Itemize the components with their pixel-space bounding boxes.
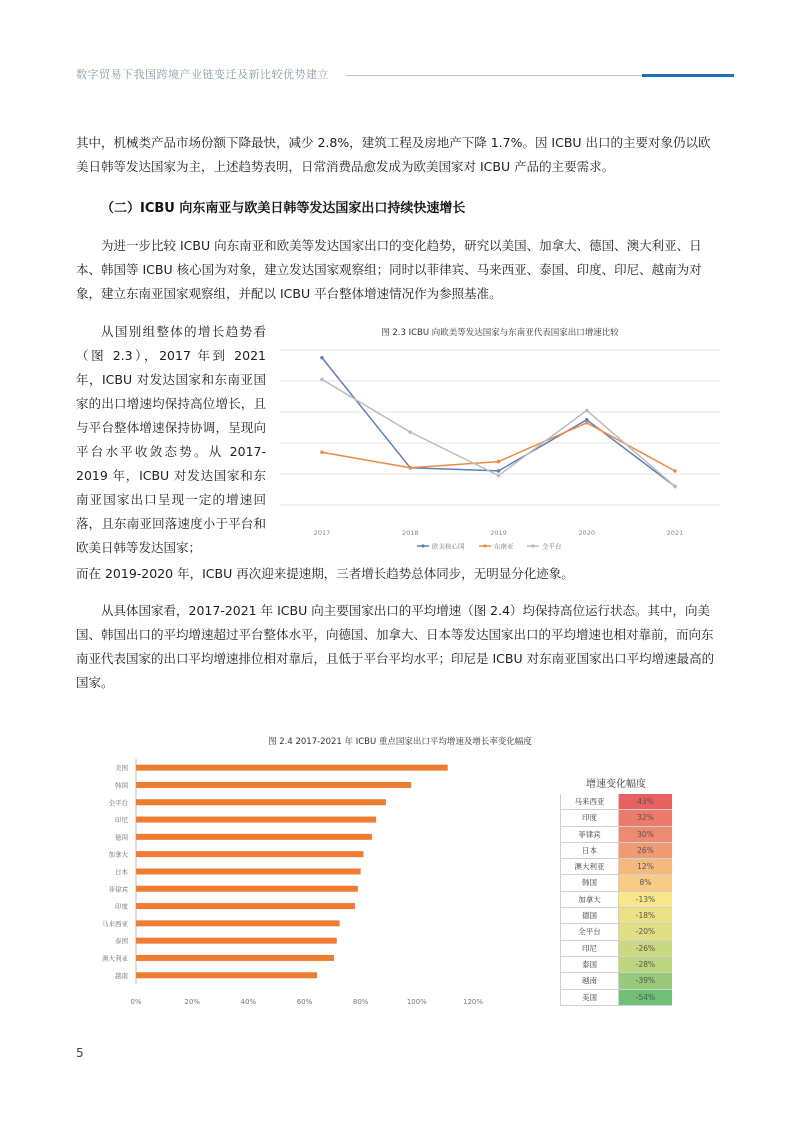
x-tick-label: 2020: [578, 529, 596, 537]
x-tick-label: 2021: [666, 529, 684, 537]
legend-item: [527, 542, 562, 551]
legend-marker: [531, 544, 534, 547]
row-country: 韩国: [560, 875, 619, 890]
row-country: 泰国: [560, 957, 619, 972]
x-tick-label: 120%: [462, 997, 484, 1005]
row-country: 德国: [560, 908, 619, 923]
bar: [136, 920, 340, 926]
figure-2-3-caption: 图 2.3 ICBU 向欧美等发达国家与东南亚代表国家出口增速比较: [381, 328, 619, 338]
series-point: [320, 451, 324, 455]
legend-item: [479, 542, 514, 551]
legend-label: 欧美核心国: [432, 542, 465, 551]
growth-change-table: [560, 778, 672, 1006]
row-country: 澳大利亚: [560, 859, 619, 874]
table-row: [560, 843, 672, 859]
category-label: 全平台: [108, 798, 128, 807]
category-label: 马来西亚: [102, 919, 128, 928]
x-tick-label: 80%: [352, 997, 369, 1005]
growth-change-rows: [560, 794, 672, 1006]
series-point: [497, 474, 501, 478]
table-row: [560, 941, 672, 957]
header-divider: [346, 75, 646, 76]
table-row: [560, 875, 672, 891]
bar: [136, 834, 372, 840]
series-point: [585, 421, 589, 425]
bar: [136, 938, 337, 944]
category-label: 菲律宾: [108, 885, 128, 894]
bar: [136, 799, 386, 805]
bar: [136, 955, 334, 961]
row-country: 菲律宾: [560, 827, 619, 842]
line-chart: [280, 340, 720, 555]
x-tick-label: 20%: [184, 997, 200, 1005]
row-country: 全平台: [560, 924, 619, 939]
category-label: 泰国: [115, 937, 128, 946]
table-row: [560, 973, 672, 989]
table-row: [560, 810, 672, 826]
row-country: 日本: [560, 843, 619, 858]
row-country: 越南: [560, 973, 619, 988]
row-country: 印度: [560, 810, 619, 825]
series-point: [408, 466, 412, 470]
series-point: [585, 409, 589, 413]
x-tick-label: 100%: [406, 997, 427, 1005]
series-point: [320, 356, 324, 360]
table-row: [560, 859, 672, 875]
row-change-value: -39%: [619, 973, 672, 988]
series-point: [497, 460, 501, 464]
running-header-title: 数字贸易下我国跨境产业链变迁及新比较优势建立: [76, 68, 329, 81]
row-change-value: 12%: [619, 859, 672, 874]
series-point: [497, 469, 501, 473]
category-label: 印度: [115, 902, 128, 911]
legend-marker: [483, 544, 486, 547]
row-change-value: -54%: [619, 990, 672, 1005]
header-accent-bar: [642, 74, 734, 77]
bar: [136, 765, 448, 771]
series-point: [585, 418, 589, 422]
bar: [136, 851, 363, 857]
paragraph-3-continued: 而在 2019-2020 年，ICBU 再次迎来提速期，三者增长趋势总体同步，无明显分化迹象。: [76, 566, 574, 581]
series-point: [673, 485, 677, 489]
bar: [136, 817, 376, 823]
row-change-value: 43%: [619, 794, 672, 809]
bar-chart: [90, 755, 520, 1005]
table-row: [560, 892, 672, 908]
row-change-value: -18%: [619, 908, 672, 923]
bar: [136, 972, 317, 978]
bar: [136, 886, 358, 892]
figure-2-4-caption: 图 2.4 2017-2021 年 ICBU 重点国家出口平均增速及增长率变化幅度: [268, 737, 532, 747]
category-label: 美国: [115, 764, 128, 773]
legend-label: 东南亚: [494, 542, 514, 551]
table-row: [560, 957, 672, 973]
legend-marker: [421, 544, 424, 547]
x-tick-label: 2017: [313, 529, 331, 537]
series-line: [322, 358, 675, 487]
paragraph-3-wrapped: 从国别组整体的增长趋势看（图 2.3），2017 年到 2021 年，ICBU 对发达国家和东南亚国家的出口增速均保持高位增长，且与平台整体增速保持协调，呈现向平台水平收敛态势。从 2017-2019 年，ICBU 对发达国家和东南亚国家出口呈现一定的增速回落，且东南亚回落速度小于平台和欧美日韩等发达国家；: [76, 324, 266, 555]
category-label: 澳大利亚: [102, 954, 128, 963]
x-tick-label: 40%: [240, 997, 257, 1005]
table-row: [560, 990, 672, 1006]
category-label: 加拿大: [108, 850, 128, 859]
table-row: [560, 794, 672, 810]
x-tick-label: 60%: [296, 997, 313, 1005]
paragraph-4: 从具体国家看，2017-2021 年 ICBU 向主要国家出口的平均增速（图 2.4）均保持高位运行状态。其中，向美国、韩国出口的平均增速超过平台整体水平，向德国、加拿大、日本等发达国家出口的平均增速也相对靠前，而向东南亚代表国家的出口平均增速排位相对靠后，且低于平台平均水平；印尼是 ICBU 对东南亚国家出口平均增速最高的国家。: [76, 603, 715, 690]
x-tick-label: 0%: [130, 997, 142, 1005]
row-change-value: 30%: [619, 827, 672, 842]
row-change-value: -20%: [619, 924, 672, 939]
bar: [136, 903, 355, 909]
row-change-value: -28%: [619, 957, 672, 972]
category-label: 印尼: [115, 816, 128, 825]
row-change-value: 32%: [619, 810, 672, 825]
row-country: 美国: [560, 990, 619, 1005]
category-label: 德国: [115, 833, 128, 842]
row-change-value: 26%: [619, 843, 672, 858]
paragraph-1: 其中，机械类产品市场份额下降最快，减少 2.8%，建筑工程及房地产下降 1.7%。因 ICBU 出口的主要对象仍以欧美日韩等发达国家为主，上述趋势表明，日常消费品愈发成为欧美国家对 ICBU 产品的主要需求。: [76, 135, 711, 174]
category-label: 日本: [115, 867, 128, 876]
category-label: 越南: [115, 971, 128, 980]
table-row: [560, 908, 672, 924]
row-change-value: 8%: [619, 875, 672, 890]
row-change-value: -13%: [619, 892, 672, 907]
table-row: [560, 924, 672, 940]
legend-label: 全平台: [542, 542, 562, 551]
series-point: [408, 430, 412, 434]
row-country: 印尼: [560, 941, 619, 956]
legend-item: [417, 542, 465, 551]
bar: [136, 782, 411, 788]
table-row: [560, 827, 672, 843]
series-point: [673, 469, 677, 473]
row-change-value: -26%: [619, 941, 672, 956]
x-tick-label: 2019: [490, 529, 507, 537]
x-tick-label: 2018: [401, 529, 419, 537]
paragraph-2: 为进一步比较 ICBU 向东南亚和欧美等发达国家出口的变化趋势，研究以美国、加拿大、德国、澳大利亚、日本、韩国等 ICBU 核心国为对象，建立发达国家观察组；同时以菲律宾、马来西亚、泰国、印度、印尼、越南为对象，建立东南亚国家观察组，并配以 ICBU 平台整体增速情况作为参照基准。: [76, 238, 702, 301]
category-label: 韩国: [115, 781, 128, 790]
bar: [136, 868, 361, 874]
growth-change-table-title: 增速变化幅度: [586, 779, 646, 790]
series-point: [320, 378, 324, 382]
section-heading: （二）ICBU 向东南亚与欧美日韩等发达国家出口持续快速增长: [101, 201, 466, 216]
row-country: 马来西亚: [560, 794, 619, 809]
row-country: 加拿大: [560, 892, 619, 907]
page-number: 5: [76, 1046, 84, 1060]
